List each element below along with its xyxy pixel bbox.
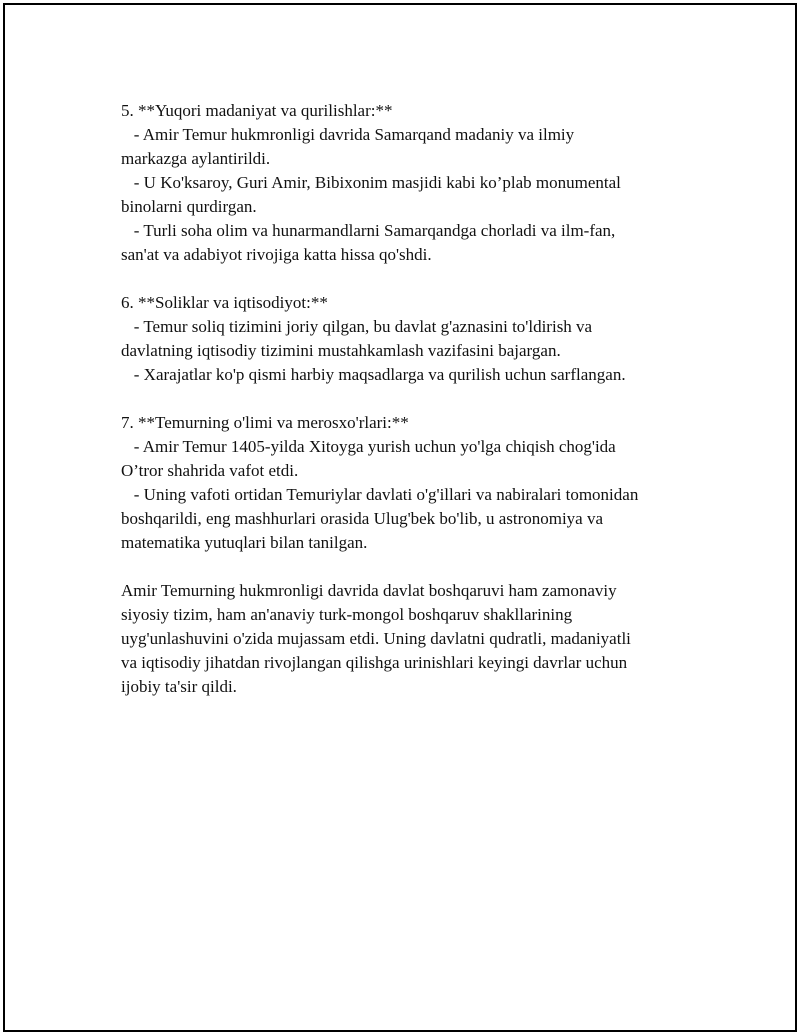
text-line: san'at va adabiyot rivojiga katta hissa qo'shdi.	[121, 245, 432, 264]
section-heading: 7. **Temurning o'limi va merosxo'rlari:**	[121, 413, 409, 432]
paragraph-gap	[121, 555, 711, 579]
text-line: O’tror shahrida vafot etdi.	[121, 461, 299, 480]
section-heading: 6. **Soliklar va iqtisodiyot:**	[121, 293, 328, 312]
text-line: - Temur soliq tizimini joriy qilgan, bu davlat g'aznasini to'ldirish va	[121, 317, 593, 336]
text-line: uyg'unlashuvini o'zida mujassam etdi. Uning davlatni qudratli, madaniyatli	[121, 629, 631, 648]
text-line: - Xarajatlar ko'p qismi harbiy maqsadlarga va qurilish uchun sarflangan.	[121, 365, 626, 384]
text-line: - Amir Temur 1405-yilda Xitoyga yurish uchun yo'lga chiqish chog'ida	[121, 437, 616, 456]
text-line: ijobiy ta'sir qildi.	[121, 677, 237, 696]
text-line: boshqarildi, eng mashhurlari orasida Ulug'bek bo'lib, u astronomiya va	[121, 509, 604, 528]
document-body	[121, 99, 711, 699]
paragraph-gap	[121, 267, 711, 291]
page-frame	[3, 3, 797, 1032]
text-line: - Uning vafoti ortidan Temuriylar davlati o'g'illari va nabiralari tomonidan	[121, 485, 639, 504]
section-conclusion	[121, 579, 711, 699]
text-line: binolarni qurdirgan.	[121, 197, 257, 216]
section-heading: 5. **Yuqori madaniyat va qurilishlar:**	[121, 101, 393, 120]
text-line: markazga aylantirildi.	[121, 149, 271, 168]
text-line: Amir Temurning hukmronligi davrida davlat boshqaruvi ham zamonaviy	[121, 581, 617, 600]
section-olimi	[121, 411, 711, 555]
text-line: va iqtisodiy jihatdan rivojlangan qilishga urinishlari keyingi davrlar uchun	[121, 653, 628, 672]
text-line: matematika yutuqlari bilan tanilgan.	[121, 533, 368, 552]
text-line: siyosiy tizim, ham an'anaviy turk-mongol boshqaruv shakllarining	[121, 605, 573, 624]
text-line: - Turli soha olim va hunarmandlarni Samarqandga chorladi va ilm-fan,	[121, 221, 616, 240]
section-madaniyat	[121, 99, 711, 267]
text-line: - Amir Temur hukmronligi davrida Samarqand madaniy va ilmiy	[121, 125, 575, 144]
paragraph-gap	[121, 387, 711, 411]
text-line: - U Ko'ksaroy, Guri Amir, Bibixonim masjidi kabi ko’plab monumental	[121, 173, 621, 192]
text-line: davlatning iqtisodiy tizimini mustahkamlash vazifasini bajargan.	[121, 341, 561, 360]
section-soliklar	[121, 291, 711, 387]
